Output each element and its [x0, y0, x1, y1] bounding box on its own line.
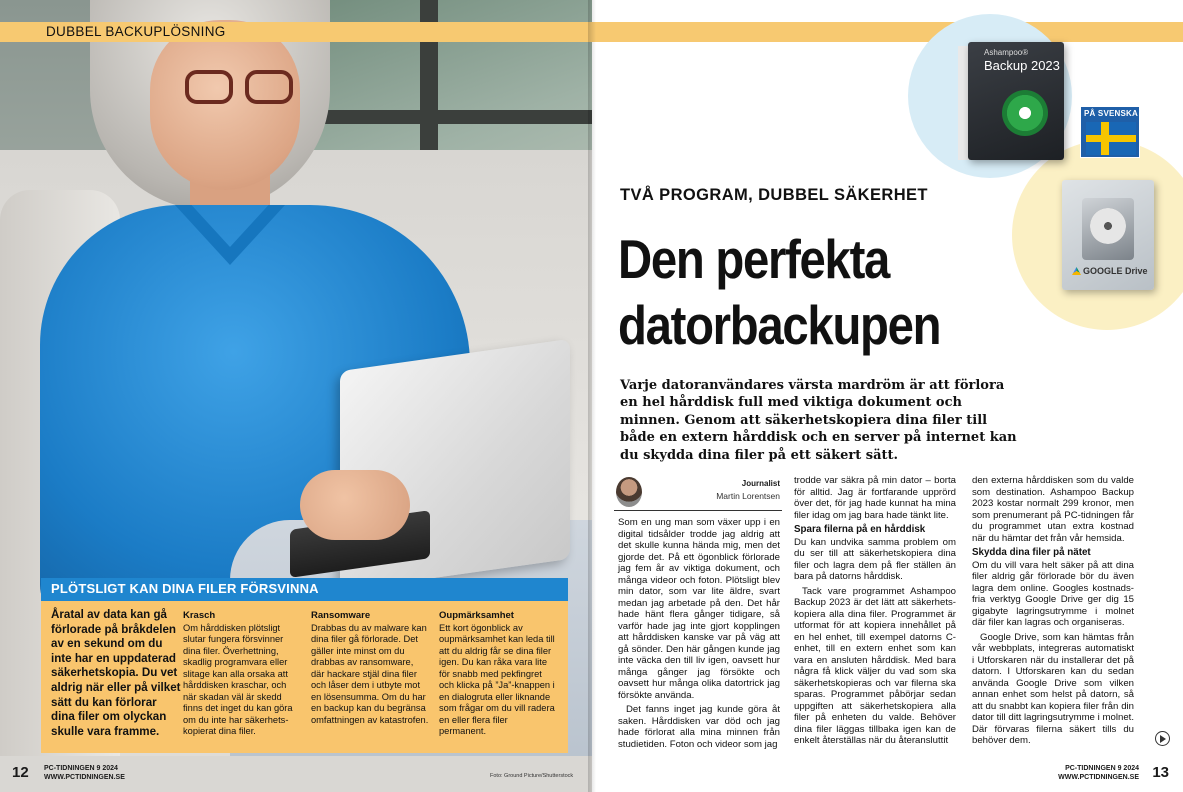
- info-box-title-bar: [41, 578, 568, 601]
- article-lead: Varje datoranvändares värsta mardröm är att förlora en hel hårddisk full med viktiga dokument och minnen. Genom att säkerhetskopiera dina filer till både en extern hårddisk och en server på internet kan du skydda dina filer på ett säkert sätt.: [620, 378, 1017, 463]
- right-page: [592, 0, 1183, 792]
- photo-window-frame: [300, 110, 592, 124]
- page-number: 13: [1152, 764, 1169, 781]
- language-badge: [1080, 106, 1140, 158]
- info-column-heading: Ransomware: [311, 610, 371, 621]
- body-paragraph: Det fanns inget jag kunde göra åt saken. Hårddisken var död och jag hade förlorat alla mina minnen från studietiden. Foton och videor som jag: [618, 704, 780, 750]
- info-column-text: Drabbas du av malware kan dina filer gå förlorade. Det gäller inte minst om du drabbas av ransomware, där hackare stjäl dina filer och låser dem i utbyte mot en lösensumma. Om du har en backup kan du begränsa omfattningen av katastrofen.: [311, 622, 429, 725]
- footer-year: 2024: [1123, 765, 1139, 772]
- google-drive-label: GOOGLE Drive: [1072, 266, 1148, 276]
- body-column-2: [794, 475, 956, 750]
- info-column-text: Ett kort ögonblick av oupmärksamhet kan leda till att du aldrig får se dina filer igen. Du kan råka vara lite för snabb med pekfingret och klicka på ”Ja”-knappen i en dialogruta eller liknande som frågar om du vill radera en eller flera filer permanent.: [439, 622, 555, 736]
- body-column-1: [618, 517, 780, 753]
- body-paragraph: Google Drive, som kan hämtas från vår webbplats, integreras automatiskt i Utforskaren när du installerar det på datorn. I Utforskaren kan du sedan använda Google Drive som vilken annan enhet som helst på datorn, så att du snabbt kan kopiera filer från din dator till ditt lagringsutrymme i molnet. Där förvaras filerna säkert tills du behöver dem.: [972, 631, 1134, 746]
- footer-url[interactable]: WWW.PCTIDNINGEN.SE: [1058, 774, 1139, 781]
- body-paragraph: den externa hårddisken som du valde som destination. Ashampoo Backup 2023 kostar normalt 299 kronor, men som prenumerant på PC-tidningen får du programmet utan extra kostnad när du hämtar det från vår hemsida.: [972, 475, 1134, 544]
- body-paragraph: Som en ung man som växer upp i en digital tidsålder trodde jag aldrig att det skulle kunna hända mig, men det gjorde det. På ett ögonblick förlorade jag fem år av viktiga dokument, och många videor och foton. Plötsligt blev min dator, som var lite äldre, svart medan jag arbetade på den. Det hår hade hänt flera gånger tidigare, så varför hade jag inte gjort kopplingen att hårddisken kanske var på väg att gå sönder. Den här gången kunde jag inte väcka den till liv igen, oavsett hur många gånger jag försökte och oavsett hur många olika datortrick jag försökte använda.: [618, 517, 780, 701]
- body-column-3: [972, 475, 1134, 750]
- footer-magazine-info: [1058, 764, 1139, 782]
- footer-magazine: PC-TIDNINGEN 9: [44, 765, 101, 772]
- journalist-role: Journalist: [741, 479, 780, 488]
- article-kicker: TVÅ PROGRAM, DUBBEL SÄKERHET: [620, 186, 928, 204]
- section-tag-label: DUBBEL BACKUPLÖSNING: [46, 24, 226, 39]
- byline: [614, 477, 782, 511]
- product-brand: Ashampoo®: [984, 48, 1029, 57]
- product-name: Backup 2023: [984, 58, 1060, 73]
- body-paragraph: trodde var säkra på min dator – borta för alltid. Jag är fortfarande upprörd över det, för jag hade kunnat ha mina filer idag om jag bara hade tänkt lite.: [794, 475, 956, 521]
- info-box-intro: Åratal av data kan gå förlorade på bråkdelen av en sekund om du inte har en uppdaterad säkerhetskopia. Du vet aldrig när eller på vilket sätt du kan förlorar dina filer om olyckan skulle vara framme.: [51, 608, 181, 738]
- info-column-oupmarksamhet: [439, 610, 557, 738]
- ashampoo-backup-box-image: [958, 42, 1066, 160]
- swedish-flag-icon: [1086, 122, 1136, 155]
- photo-hand: [300, 470, 410, 540]
- body-subheading: Spara filerna på en hårddisk: [794, 524, 926, 535]
- page-number: 12: [12, 764, 29, 781]
- journalist-avatar: [616, 477, 642, 507]
- info-column-heading: Krasch: [183, 610, 216, 621]
- continue-arrow-icon[interactable]: [1155, 731, 1170, 746]
- backup-disc-icon: [1002, 90, 1048, 136]
- info-column-text: Om hårddisken plötsligt slutar fungera försvinner dina filer. Överhettning, skadlig programvara eller slitage kan alla orsaka att hårddisken kraschar, och när skadan väl är skedd finns det inget du kan göra om du inte har säkerhetskopierat dina filer.: [183, 622, 293, 736]
- footer-year: 2024: [102, 765, 118, 772]
- body-paragraph: Tack vare programmet Ashampoo Backup 2023 är det lätt att säkerhetskopiera alla dina filer. Programmet är utformat för att kopiera innehållet på en hel enhet, till exempel datorns C-enhet, till en extern enhet som kan vara en ansluten hårddisk. Med bara några få klick väljer du vad som ska säkerhetskopieras och var filerna ska sparas. Programmet påbörjar sedan uppgiften att säkerhetskopiera alla filer på enheten du valde. Behöver dina filer läggas tillbaka igen kan de enkelt återställas när du återansluttit: [794, 585, 956, 746]
- info-column-heading: Oupmärksamhet: [439, 610, 514, 621]
- journalist-name: Martin Lorentsen: [716, 491, 780, 501]
- article-headline: Den perfekta datorbackupen: [618, 228, 941, 356]
- body-paragraph: Om du vill vara helt säker på att dina filer aldrig går förlorade bör du även lagra dem online. Googles kostnadsfria verktyg Google Drive ger dig 15 gigabyte lagringsutrymme i molnet där filer kan lagras och organiseras.: [972, 559, 1134, 628]
- photo-glasses: [185, 70, 295, 106]
- footer-magazine-info: [44, 764, 125, 782]
- footer-url[interactable]: WWW.PCTIDNINGEN.SE: [44, 774, 125, 781]
- body-subheading: Skydda dina filer på nätet: [972, 547, 1091, 558]
- info-box-title: PLÖTSLIGT KAN DINA FILER FÖRSVINNA: [51, 581, 319, 596]
- page-gutter: [588, 0, 596, 792]
- google-drive-icon: [1072, 267, 1081, 275]
- google-drive-box-image: [1062, 180, 1154, 290]
- section-bar: [592, 22, 1183, 42]
- language-badge-label: PÅ SVENSKA: [1083, 109, 1138, 118]
- footer-magazine: PC-TIDNINGEN 9: [1065, 765, 1122, 772]
- section-tag: [0, 22, 592, 42]
- body-paragraph: Du kan undvika samma problem om du ser till att säkerhetskopiera dina filer och lagra dem på fler ställen än bara på datorns hårddisk.: [794, 536, 956, 582]
- info-column-krasch: [183, 610, 301, 738]
- info-box: [41, 578, 568, 753]
- photo-credit: Foto: Ground Picture/Shutterstock: [490, 773, 574, 779]
- info-column-ransomware: [311, 610, 429, 726]
